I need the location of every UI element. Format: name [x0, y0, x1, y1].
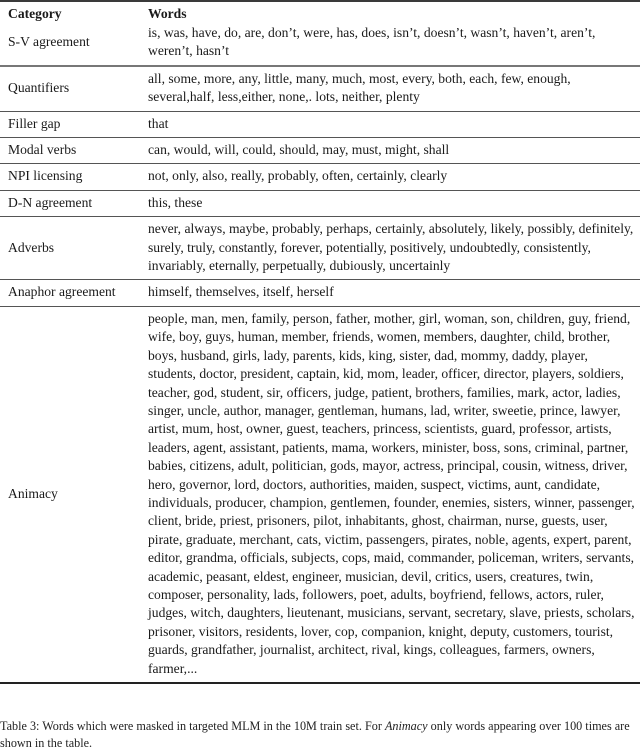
- table-row: [0, 24, 640, 66]
- row-words: that: [148, 111, 640, 137]
- caption-suffix: only words appearing over 100 times are shown in the table.: [0, 719, 630, 750]
- table-header-row: [0, 3, 640, 24]
- row-words: this, these: [148, 190, 640, 216]
- top-rule: [0, 0, 640, 2]
- row-category: Filler gap: [0, 111, 148, 137]
- masked-words-table: [0, 3, 640, 684]
- header-words: Words: [148, 5, 187, 21]
- table-row: [0, 66, 640, 111]
- row-category: D-N agreement: [0, 190, 148, 216]
- row-words: never, always, maybe, probably, perhaps, certainly, absolutely, likely, possibly, definitely, surely, truly, constantly, forever, potentially, positively, undoubtedly, consistently, invariably, eternally, perpetually, dubiously, uncertainly: [148, 217, 640, 280]
- row-category: Anaphor agreement: [0, 280, 148, 306]
- table-row: [0, 280, 640, 306]
- header-category: Category: [8, 5, 62, 21]
- row-words: all, some, more, any, little, many, much, most, every, both, each, few, enough, several,half, less,either, none,. lots, neither, plenty: [148, 66, 640, 111]
- caption-prefix: Table 3: Words which were masked in targeted MLM in the 10M train set. For: [0, 719, 385, 733]
- table-row: [0, 217, 640, 280]
- caption-emphasis: Animacy: [384, 719, 428, 733]
- row-words: is, was, have, do, are, don’t, were, has, does, isn’t, doesn’t, wasn’t, haven’t, aren’t, weren’t, hasn’t: [148, 24, 640, 66]
- row-words: not, only, also, really, probably, often, certainly, clearly: [148, 164, 640, 190]
- table-row: [0, 138, 640, 164]
- row-words: can, would, will, could, should, may, must, might, shall: [148, 138, 640, 164]
- row-category: NPI licensing: [0, 164, 148, 190]
- row-category: Animacy: [0, 306, 148, 683]
- row-category: Modal verbs: [0, 138, 148, 164]
- row-category: S-V agreement: [0, 24, 148, 66]
- row-words: himself, themselves, itself, herself: [148, 280, 640, 306]
- row-category: Adverbs: [0, 217, 148, 280]
- table-caption: [0, 718, 640, 752]
- table-row: [0, 164, 640, 190]
- table-row: [0, 306, 640, 683]
- table-row: [0, 111, 640, 137]
- table-row: [0, 190, 640, 216]
- row-category: Quantifiers: [0, 66, 148, 111]
- row-words: people, man, men, family, person, father, mother, girl, woman, son, children, guy, friend, wife, boy, guys, human, member, friends, women, members, daughter, child, brother, boys, husband, girls, lady, parents, kids, king, sister, dad, mommy, daddy, player, students, doctor, president, captain, kid, mom, leader, officer, director, players, soldiers, teacher, god, student, sir, officers, judge, patient, brothers, families, mark, actor, ladies, singer, uncle, author, manager, gentleman, humans, lad, writer, sweetie, prince, lawyer, artist, mum, host, owner, guest, teachers, princess, scientists, guard, professor, artists, leaders, agent, assistant, patients, mama, workers, minister, boss, sons, criminal, partner, babies, citizens, adult, politician, gods, mayor, actress, principal, cousin, witness, driver, hero, governor, lord, doctors, authorities, maiden, suspect, victims, aunt, candidate, individuals, producer, champion, gentlemen, founder, enemies, sisters, winner, passenger, client, bride, priest, prisoners, pilot, inhabitants, ghost, chairman, nurse, guests, user, pirate, graduate, merchant, cats, victim, passengers, pirates, noble, agents, expert, parent, editor, grandma, officials, subjects, cops, maid, commander, policeman, writers, servants, academic, peasant, eldest, engineer, musician, devil, critics, users, creatures, twin, composer, personality, lads, followers, poet, adults, boyfriend, fellows, actors, ruler, judges, witch, daughters, lieutenant, musicians, servant, secretary, slave, priests, scholars, prisoner, visitors, residents, lover, cop, companion, knight, deputy, customers, tourist, guards, grandfather, journalist, architect, rival, kings, colleagues, farmers, owners, farmer,...: [148, 306, 640, 683]
